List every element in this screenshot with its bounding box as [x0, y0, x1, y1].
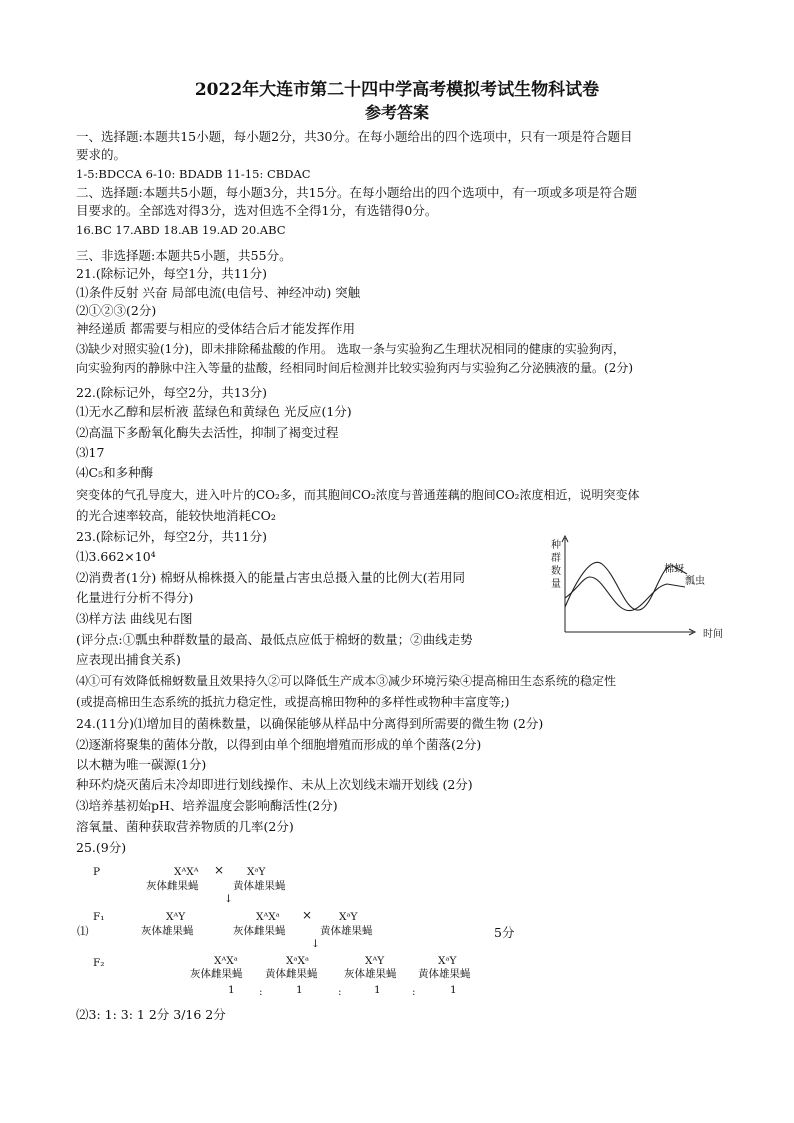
- q22-line1: ⑴无水乙醇和层析液 蓝绿色和黄绿色 光反应(1分): [76, 404, 352, 419]
- q21-line2: ⑵①②③(2分): [76, 303, 157, 318]
- section2-answers: 16.BC 17.ABD 18.AB 19.AD 20.ABC: [76, 223, 286, 237]
- q23-line1: ⑴3.662×10⁴: [76, 549, 156, 564]
- gen-f1-cross: ×: [302, 908, 313, 922]
- gen-p-label: P: [93, 866, 101, 878]
- section3-head: 三、非选择题:本题共5小题，共55分。: [76, 248, 292, 263]
- gen-ratio-colon-1: :: [259, 986, 263, 998]
- q24-line1: 24.(11分)⑴增加目的菌株数量，以确保能够从样品中分离得到所需要的微生物 (2分): [76, 716, 544, 731]
- gen-f2-a: XᴬXᵃ: [214, 955, 238, 967]
- gen-arrow-1: ↓: [224, 893, 233, 905]
- gen-f1-c: XᵃY: [339, 911, 358, 923]
- gen-f2-a-label: 灰体雌果蝇: [190, 968, 243, 980]
- gen-score: 5分: [494, 925, 515, 940]
- q24-line3: 以木糖为唯一碳源(1分): [76, 757, 207, 772]
- q22-line2: ⑵高温下多酚氧化酶失去活性，抑制了褐变过程: [76, 425, 339, 440]
- q25-head: 25.(9分): [76, 840, 127, 855]
- q21-head: 21.(除标记外，每空1分，共11分): [76, 266, 267, 281]
- gen-ratio-colon-2: :: [338, 986, 342, 998]
- q23-line7: ⑷①可有效降低棉蚜数量且效果持久②可以降低生产成本③减少环境污染④提高棉田生态系统的稳定性: [76, 674, 617, 688]
- section2-head-line2: 目要求的。全部选对得3分，选对但选不全得1分，有选错得0分。: [76, 203, 438, 218]
- q24-line5: ⑶培养基初始pH、培养温度会影响酶活性(2分): [76, 798, 338, 813]
- gen-f2-c: XᴬY: [365, 955, 385, 967]
- q23-line8: (或提高棉田生态系统的抵抗力稳定性，或提高棉田物种的多样性或物种丰富度等;): [76, 695, 510, 709]
- q23-line5: (评分点:①瓢虫种群数量的最高、最低点应低于棉蚜的数量；②曲线走势: [76, 632, 473, 647]
- population-chart: [545, 532, 725, 642]
- legend-label-mianya: 棉蚜: [664, 564, 684, 575]
- section1-answers: 1-5:BDCCA 6-10: BDADB 11-15: CBDAC: [76, 167, 311, 181]
- q24-line6: 溶氧量、菌种获取营养物质的几率(2分): [76, 819, 294, 834]
- legend-label-piaochong: 瓢虫: [685, 576, 705, 587]
- gen-ratio-1: 1: [228, 984, 235, 996]
- q21-line3: 神经递质 都需要与相应的受体结合后才能发挥作用: [76, 321, 355, 336]
- gen-ratio-colon-3: :: [412, 986, 416, 998]
- gen-ratio-4: 1: [450, 984, 457, 996]
- gen-f1-a: XᴬY: [166, 911, 186, 923]
- gen-f2-b-label: 黄体雌果蝇: [265, 968, 318, 980]
- q25-line2: ⑵3: 1: 3: 1 2分 3/16 2分: [76, 1007, 226, 1022]
- chart-ylabel-char: 群: [551, 553, 561, 564]
- q23-line4: ⑶样方法 曲线见右图: [76, 611, 193, 626]
- gen-f1-b-label: 灰体雌果蝇: [233, 925, 286, 937]
- series-line-piaochong: [565, 577, 685, 611]
- gen-p-female: XᴬXᴬ: [174, 866, 199, 878]
- gen-f2-d-label: 黄体雄果蝇: [418, 968, 471, 980]
- chart-ylabel-char: 量: [551, 579, 561, 590]
- gen-f1-c-label: 黄体雄果蝇: [320, 925, 373, 937]
- q24-line4: 种环灼烧灭菌后未冷却即进行划线操作、未从上次划线末端开划线 (2分): [76, 777, 473, 792]
- gen-ratio-3: 1: [374, 984, 381, 996]
- chart-ylabel-char: 种: [551, 540, 561, 551]
- q23-line3: 化量进行分析不得分): [76, 590, 194, 605]
- q22-line6: 的光合速率较高，能较快地消耗CO₂: [76, 508, 276, 523]
- gen-f2-d: XᵃY: [438, 955, 457, 967]
- q21-line4: ⑶缺少对照实验(1分)，即未排除稀盐酸的作用。 选取一条与实验狗乙生理状况相同的健康的实验狗丙，: [76, 342, 625, 356]
- gen-part1-label: ⑴: [77, 924, 89, 938]
- q23-line2: ⑵消费者(1分) 棉蚜从棉株摄入的能量占害虫总摄入量的比例大(若用同: [76, 570, 466, 585]
- q21-line1: ⑴条件反射 兴奋 局部电流(电信号、神经冲动) 突触: [76, 285, 361, 300]
- gen-f1-label: F₁: [93, 911, 105, 923]
- gen-p-cross: ×: [214, 863, 225, 877]
- section2-head-line1: 二、选择题:本题共5小题，每小题3分，共15分。在每小题给出的四个选项中，有一项或多项是符合题: [76, 185, 638, 200]
- q22-line4: ⑷C₅和多种酶: [76, 465, 154, 480]
- q22-line3: ⑶17: [76, 445, 105, 460]
- page-title: 2022年大连市第二十四中学高考模拟考试生物科试卷: [194, 80, 600, 100]
- q23-head: 23.(除标记外，每空2分，共11分): [76, 529, 267, 544]
- q24-line2: ⑵逐渐将聚集的菌体分散，以得到由单个细胞增殖而形成的单个菌落(2分): [76, 737, 482, 752]
- gen-arrow-2: ↓: [311, 938, 320, 950]
- q22-head: 22.(除标记外，每空2分，共13分): [76, 385, 267, 400]
- gen-p-female-label: 灰体雌果蝇: [146, 880, 199, 892]
- page-subtitle: 参考答案: [364, 103, 429, 122]
- section1-head-line1: 一、选择题:本题共15小题，每小题2分，共30分。在每小题给出的四个选项中，只有一项是符合题目: [76, 129, 633, 144]
- gen-f1-a-label: 灰体雄果蝇: [141, 925, 194, 937]
- q22-line5: 突变体的气孔导度大，进入叶片的CO₂多，而其胞间CO₂浓度与普通莲藕的胞间CO₂浓度相近，说明突变体: [76, 488, 640, 502]
- q23-line6: 应表现出捕食关系): [76, 652, 181, 667]
- gen-f2-b: XᵃXᵃ: [286, 955, 310, 967]
- gen-f2-c-label: 灰体雄果蝇: [344, 968, 397, 980]
- gen-ratio-2: 1: [296, 984, 303, 996]
- gen-p-male-label: 黄体雄果蝇: [233, 880, 286, 892]
- section1-head-line2: 要求的。: [76, 147, 127, 162]
- q21-line5: 向实验狗丙的静脉中注入等量的盐酸，经相同时间后检测并比较实验狗丙与实验狗乙分泌胰液的量。(2分): [76, 361, 634, 375]
- gen-f1-b: XᴬXᵃ: [256, 911, 280, 923]
- chart-xlabel: 时间: [703, 629, 723, 640]
- gen-p-male: XᵃY: [247, 866, 266, 878]
- gen-f2-label: F₂: [93, 957, 105, 969]
- chart-ylabel-char: 数: [551, 566, 561, 577]
